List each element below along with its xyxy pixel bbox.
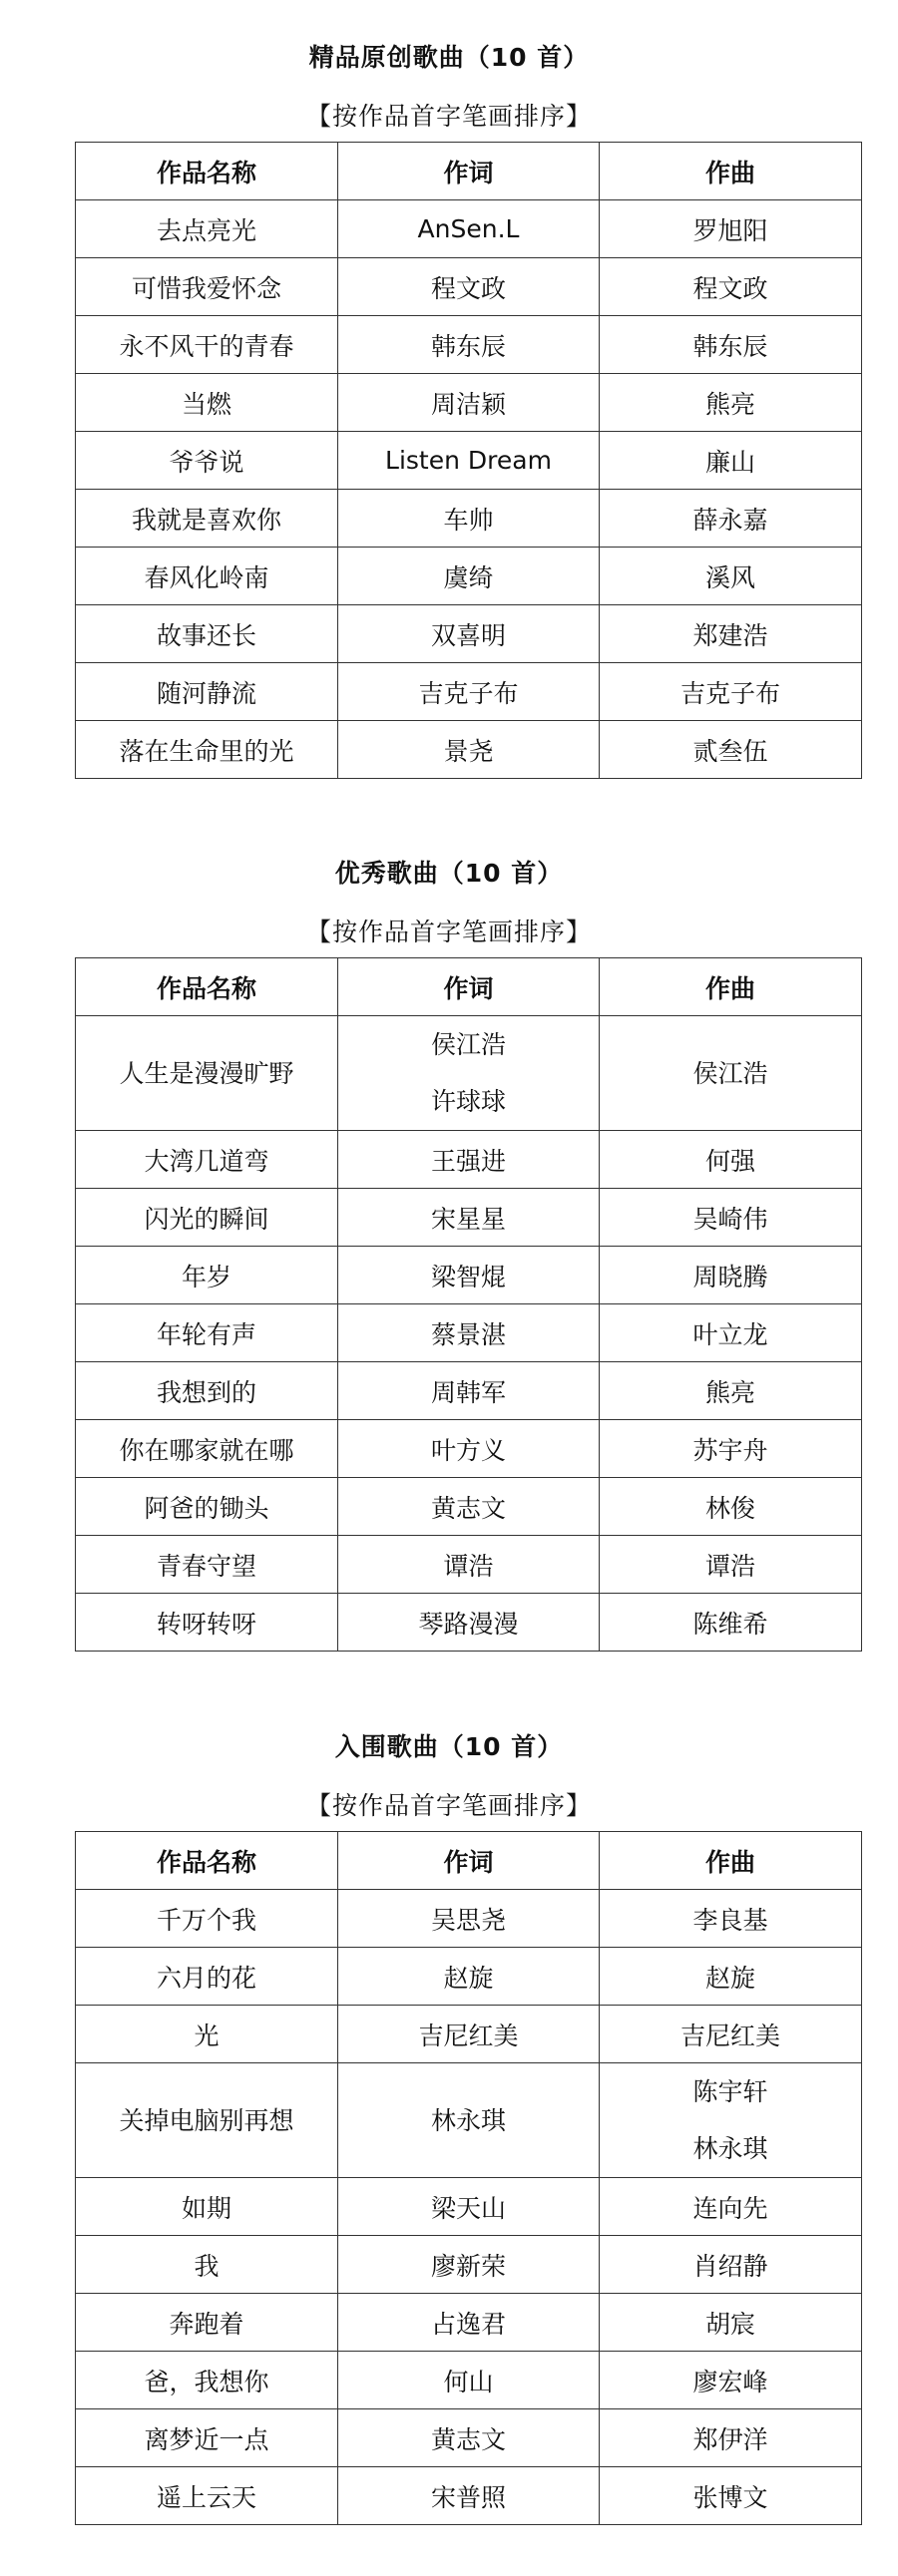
composer-cell	[600, 548, 862, 605]
lyricist-name: 程文政	[430, 273, 506, 303]
section-subtitle: 【按作品首字笔画排序】	[305, 1791, 592, 1820]
table-row	[76, 1536, 862, 1594]
column-header: 作词	[338, 958, 600, 1016]
table-row	[76, 2467, 862, 2525]
composer-name: 何强	[704, 1146, 755, 1176]
section-title: 优秀歌曲（10 首）	[334, 859, 564, 888]
song-name-cell: 去点亮光	[76, 200, 338, 258]
lyricist-cell	[338, 490, 600, 548]
song-name-cell: 爸，我想你	[76, 2352, 338, 2409]
table-header-row	[76, 1832, 862, 1890]
composer-cell	[600, 1247, 862, 1304]
composer-cell	[600, 2467, 862, 2525]
lyricist-cell	[338, 2063, 600, 2178]
lyricist-cell	[338, 258, 600, 316]
composer-name: 陈维希	[692, 1609, 768, 1639]
composer-name: 李良基	[692, 1905, 768, 1935]
lyricist-name: 赵旋	[443, 1963, 494, 1993]
table-row	[76, 2006, 862, 2063]
composer-cell	[600, 490, 862, 548]
composer-cell	[600, 258, 862, 316]
song-name-cell: 爷爷说	[76, 432, 338, 490]
table-row	[76, 200, 862, 258]
song-name-cell: 我就是喜欢你	[76, 490, 338, 548]
lyricist-name: 韩东辰	[430, 331, 506, 361]
song-name-cell: 光	[76, 2006, 338, 2063]
lyricist-name: 琴路漫漫	[418, 1609, 519, 1639]
column-header: 作品名称	[76, 958, 338, 1016]
lyricist-cell	[338, 2236, 600, 2294]
column-header: 作词	[338, 1832, 600, 1890]
song-name-cell: 如期	[76, 2178, 338, 2236]
lyricist-name: AnSen.L	[417, 214, 520, 243]
composer-cell	[600, 1594, 862, 1652]
lyricist-cell	[338, 200, 600, 258]
songs-table	[75, 142, 862, 779]
lyricist-name: 周韩军	[430, 1377, 506, 1407]
songs-table	[75, 1831, 862, 2525]
composer-name: 廉山	[704, 447, 755, 477]
table-row	[76, 721, 862, 779]
composer-cell	[600, 432, 862, 490]
composer-name: 程文政	[692, 273, 768, 303]
table-row	[76, 2409, 862, 2467]
section-subtitle: 【按作品首字笔画排序】	[305, 102, 592, 131]
table-row	[76, 2063, 862, 2178]
composer-cell	[600, 1131, 862, 1189]
song-name-cell: 奔跑着	[76, 2294, 338, 2352]
lyricist-cell	[338, 1478, 600, 1536]
lyricist-name: 宋普照	[430, 2482, 506, 2512]
composer-name: 熊亮	[704, 389, 755, 419]
lyricist-name: 梁智焜	[430, 1262, 506, 1291]
lyricist-name: 吉克子布	[418, 678, 519, 708]
lyricist-name: 林永琪	[430, 2105, 506, 2135]
composer-cell	[600, 374, 862, 432]
composer-name: 吉尼红美	[679, 2021, 780, 2050]
column-header: 作词	[338, 143, 600, 200]
lyricist-cell	[338, 1016, 600, 1131]
lyricist-name: 占逸君	[430, 2309, 506, 2339]
column-header: 作品名称	[76, 143, 338, 200]
composer-cell	[600, 1536, 862, 1594]
table-row	[76, 605, 862, 663]
composer-cell	[600, 316, 862, 374]
song-name-cell: 年岁	[76, 1247, 338, 1304]
table-row	[76, 1594, 862, 1652]
lyricist-cell	[338, 548, 600, 605]
composer-cell	[600, 1420, 862, 1478]
column-header: 作曲	[600, 143, 862, 200]
composer-cell	[600, 200, 862, 258]
table-row	[76, 1890, 862, 1948]
composer-cell	[600, 2409, 862, 2467]
song-name-cell: 人生是漫漫旷野	[76, 1016, 338, 1131]
table-row	[76, 2294, 862, 2352]
lyricist-name: 虞绮	[443, 562, 494, 592]
lyricist-name: 梁天山	[430, 2193, 506, 2223]
composer-name: 叶立龙	[692, 1319, 768, 1349]
song-name-cell: 青春守望	[76, 1536, 338, 1594]
composer-name: 韩东辰	[692, 331, 768, 361]
song-name-cell: 春风化岭南	[76, 548, 338, 605]
lyricist-name: 廖新荣	[430, 2251, 506, 2281]
songs-table	[75, 957, 862, 1652]
table-row	[76, 1016, 862, 1131]
table-row	[76, 1131, 862, 1189]
lyricist-name: 侯江浩	[430, 1030, 506, 1059]
lyricist-name: 黄志文	[430, 1493, 506, 1523]
table-row	[76, 1948, 862, 2006]
song-name-cell: 可惜我爱怀念	[76, 258, 338, 316]
lyricist-cell	[338, 1948, 600, 2006]
table-header-row	[76, 143, 862, 200]
table-row	[76, 2352, 862, 2409]
song-name-cell: 随河静流	[76, 663, 338, 721]
composer-cell	[600, 2352, 862, 2409]
song-name-cell: 当燃	[76, 374, 338, 432]
composer-cell	[600, 721, 862, 779]
composer-cell	[600, 1016, 862, 1131]
lyricist-cell	[338, 1420, 600, 1478]
table-row	[76, 316, 862, 374]
lyricist-name: 谭浩	[443, 1551, 494, 1581]
song-name-cell: 关掉电脑别再想	[76, 2063, 338, 2178]
lyricist-name: 黄志文	[430, 2424, 506, 2454]
table-row	[76, 258, 862, 316]
composer-name: 肖绍静	[692, 2251, 768, 2281]
lyricist-cell	[338, 316, 600, 374]
table-row	[76, 548, 862, 605]
song-name-cell: 永不风干的青春	[76, 316, 338, 374]
lyricist-cell	[338, 1247, 600, 1304]
song-name-cell: 故事还长	[76, 605, 338, 663]
column-header: 作品名称	[76, 1832, 338, 1890]
composer-name: 周晓腾	[692, 1262, 768, 1291]
lyricist-cell	[338, 2352, 600, 2409]
lyricist-name: 景尧	[443, 736, 494, 766]
composer-name: 胡宸	[704, 2309, 755, 2339]
lyricist-cell	[338, 2006, 600, 2063]
song-name-cell: 我想到的	[76, 1362, 338, 1420]
song-name-cell: 年轮有声	[76, 1304, 338, 1362]
lyricist-cell	[338, 1890, 600, 1948]
composer-cell	[600, 2006, 862, 2063]
composer-name: 张博文	[692, 2482, 768, 2512]
table-row	[76, 2236, 862, 2294]
lyricist-cell	[338, 1189, 600, 1247]
composer-name: 赵旋	[704, 1963, 755, 1993]
song-name-cell: 六月的花	[76, 1948, 338, 2006]
song-name-cell: 落在生命里的光	[76, 721, 338, 779]
composer-name: 侯江浩	[692, 1058, 768, 1088]
table-header-row	[76, 958, 862, 1016]
composer-name: 苏宇舟	[692, 1435, 768, 1465]
table-row	[76, 432, 862, 490]
lyricist-name: 叶方义	[430, 1435, 506, 1465]
table-row	[76, 1420, 862, 1478]
composer-name: 罗旭阳	[692, 215, 768, 245]
composer-name: 郑建浩	[692, 620, 768, 650]
composer-cell	[600, 605, 862, 663]
table-row	[76, 1189, 862, 1247]
lyricist-name: 车帅	[443, 505, 494, 535]
composer-cell	[600, 1890, 862, 1948]
lyricist-cell	[338, 2294, 600, 2352]
lyricist-name: 吉尼红美	[418, 2021, 519, 2050]
composer-cell	[600, 1948, 862, 2006]
table-row	[76, 1478, 862, 1536]
table-row	[76, 374, 862, 432]
lyricist-name: 周洁颖	[430, 389, 506, 419]
song-name-cell: 大湾几道弯	[76, 1131, 338, 1189]
table-row	[76, 2178, 862, 2236]
section-subtitle: 【按作品首字笔画排序】	[305, 918, 592, 946]
lyricist-cell	[338, 374, 600, 432]
table-row	[76, 1362, 862, 1420]
composer-name: 谭浩	[704, 1551, 755, 1581]
lyricist-cell	[338, 721, 600, 779]
composer-name: 吉克子布	[679, 678, 780, 708]
composer-name: 陈宇轩	[692, 2077, 768, 2106]
song-name-cell: 阿爸的锄头	[76, 1478, 338, 1536]
composer-name: 熊亮	[704, 1377, 755, 1407]
lyricist-cell	[338, 1536, 600, 1594]
lyricist-cell	[338, 1594, 600, 1652]
composer-cell	[600, 2294, 862, 2352]
composer-name: 郑伊洋	[692, 2424, 768, 2454]
composer-name: 林俊	[704, 1493, 755, 1523]
song-name-cell: 遥上云天	[76, 2467, 338, 2525]
lyricist-name: 双喜明	[430, 620, 506, 650]
composer-cell	[600, 1304, 862, 1362]
composer-cell	[600, 1362, 862, 1420]
composer-name: 连向先	[692, 2193, 768, 2223]
composer-cell	[600, 2063, 862, 2178]
composer-name: 溪风	[704, 562, 755, 592]
lyricist-name: Listen Dream	[385, 446, 552, 475]
lyricist-cell	[338, 663, 600, 721]
lyricist-cell	[338, 2178, 600, 2236]
lyricist-name: 吴思尧	[430, 1905, 506, 1935]
lyricist-name: 王强进	[430, 1146, 506, 1176]
song-name-cell: 千万个我	[76, 1890, 338, 1948]
song-name-cell: 你在哪家就在哪	[76, 1420, 338, 1478]
composer-cell	[600, 2236, 862, 2294]
lyricist-name: 许球球	[430, 1087, 506, 1116]
lyricist-cell	[338, 605, 600, 663]
column-header: 作曲	[600, 1832, 862, 1890]
song-name-cell: 转呀转呀	[76, 1594, 338, 1652]
table-row	[76, 1304, 862, 1362]
composer-cell	[600, 1478, 862, 1536]
composer-cell	[600, 2178, 862, 2236]
composer-name: 薛永嘉	[692, 505, 768, 535]
lyricist-cell	[338, 2467, 600, 2525]
lyricist-name: 蔡景湛	[430, 1319, 506, 1349]
column-header: 作曲	[600, 958, 862, 1016]
lyricist-cell	[338, 1304, 600, 1362]
song-name-cell: 闪光的瞬间	[76, 1189, 338, 1247]
song-name-cell: 我	[76, 2236, 338, 2294]
table-row	[76, 1247, 862, 1304]
composer-name: 贰叁伍	[692, 736, 768, 766]
section-title: 入围歌曲（10 首）	[334, 1732, 564, 1761]
table-row	[76, 490, 862, 548]
lyricist-cell	[338, 2409, 600, 2467]
composer-name: 吴崎伟	[692, 1204, 768, 1234]
lyricist-name: 何山	[443, 2367, 494, 2396]
lyricist-name: 宋星星	[430, 1204, 506, 1234]
lyricist-cell	[338, 1362, 600, 1420]
composer-cell	[600, 663, 862, 721]
composer-name: 廖宏峰	[692, 2367, 768, 2396]
lyricist-cell	[338, 1131, 600, 1189]
composer-name: 林永琪	[692, 2134, 768, 2163]
table-row	[76, 663, 862, 721]
section-title: 精品原创歌曲（10 首）	[308, 43, 590, 72]
song-name-cell: 离梦近一点	[76, 2409, 338, 2467]
lyricist-cell	[338, 432, 600, 490]
composer-cell	[600, 1189, 862, 1247]
